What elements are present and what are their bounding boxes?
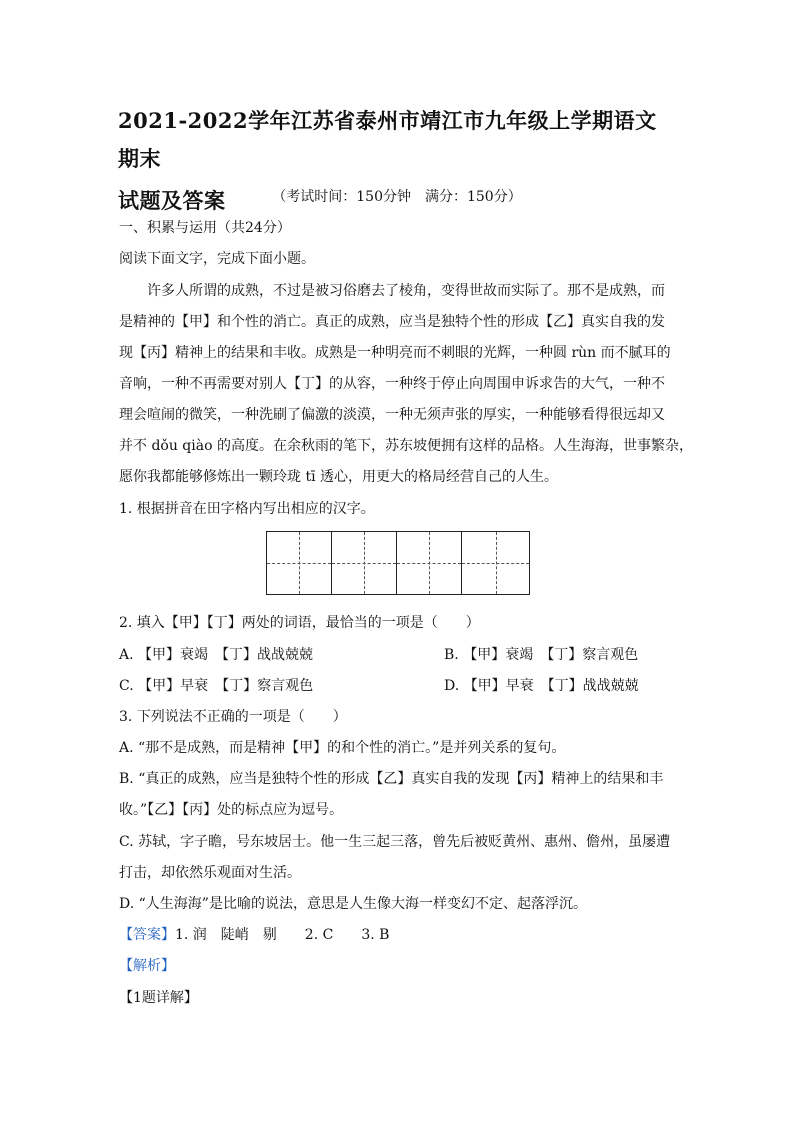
passage-line: 许多人所谓的成熟，不过是被习俗磨去了棱角，变得世故而实际了。那不是成熟，而 xyxy=(119,283,665,299)
grid-cell[interactable] xyxy=(397,532,462,594)
answer-line xyxy=(119,925,389,945)
grid-cell[interactable] xyxy=(462,532,529,594)
passage-line: 现【丙】精神上的结果和丰收。成熟是一种明亮而不刺眼的光辉，一种圆 rùn 而不腻耳的 xyxy=(119,345,671,361)
q3-option-c-cont: 打击，却依然乐观面对生活。 xyxy=(119,865,301,881)
grid-cell[interactable] xyxy=(332,532,397,594)
passage-line: 音响，一种不再需要对别人【丁】的从容，一种终于停止向周围申诉求告的大气，一种不 xyxy=(119,376,665,392)
q3-option-b: B. “真正的成熟，应当是独特个性的形成【乙】真实自我的发现【丙】精神上的结果和丰 xyxy=(119,771,664,787)
q3-option-b-cont: 收。”【乙】【丙】处的标点应为逗号。 xyxy=(119,802,344,818)
passage-line: 愿你我都能够修炼出一颗玲珑 tī 透心，用更大的格局经营自己的人生。 xyxy=(119,469,559,485)
q2-option-a: A. 【甲】衰竭 【丁】战战兢兢 xyxy=(119,647,314,663)
detail-label: 【1题详解】 xyxy=(119,990,198,1006)
instruction-text: 阅读下面文字，完成下面小题。 xyxy=(119,251,315,267)
section-heading: 一、积累与运用（共24分） xyxy=(119,220,291,236)
analysis-label: 【解析】 xyxy=(119,958,175,974)
passage-line: 理会喧闹的微笑，一种洗刷了偏激的淡漠，一种无须声张的厚实，一种能够看得很远却又 xyxy=(119,407,665,423)
title-line-1: 2021-2022学年江苏省泰州市靖江市九年级上学期语文期末 xyxy=(118,108,657,171)
title-line-2: 试题及答案 xyxy=(118,188,226,213)
question-1: 1. 根据拼音在田字格内写出相应的汉字。 xyxy=(119,501,375,517)
q2-option-d: D. 【甲】早衰 【丁】战战兢兢 xyxy=(444,678,639,694)
q3-option-a: A. “那不是成熟，而是精神【甲】的和个性的消亡。”是并列关系的复句。 xyxy=(119,740,566,756)
question-3: 3. 下列说法不正确的一项是（ ） xyxy=(119,709,347,725)
q2-option-c: C. 【甲】早衰 【丁】察言观色 xyxy=(119,678,314,694)
question-2: 2. 填入【甲】【丁】两处的词语，最恰当的一项是（ ） xyxy=(119,615,480,631)
q3-option-d: D. “人生海海”是比喻的说法，意思是人生像大海一样变幻不定、起落浮沉。 xyxy=(119,896,587,912)
passage-line: 并不 dǒu qiào 的高度。在余秋雨的笔下，苏东坡便拥有这样的品格。人生海海，世事繁杂， xyxy=(119,438,693,454)
tianzige-grid xyxy=(266,531,530,595)
answer-label: 【答案】 xyxy=(119,927,175,943)
answer-text: 1. 润 陡峭 剔 2. C 3. B xyxy=(175,927,390,943)
exam-info: （考试时间：150分钟 满分：150分） xyxy=(272,189,522,205)
grid-cell[interactable] xyxy=(267,532,332,594)
q2-option-b: B. 【甲】衰竭 【丁】察言观色 xyxy=(444,647,639,663)
q3-option-c: C. 苏轼，字子瞻，号东坡居士。他一生三起三落，曾先后被贬黄州、惠州、儋州，虽屡遭 xyxy=(119,834,671,850)
passage-line: 是精神的【甲】和个性的消亡。真正的成熟，应当是独特个性的形成【乙】真实自我的发 xyxy=(119,314,665,330)
